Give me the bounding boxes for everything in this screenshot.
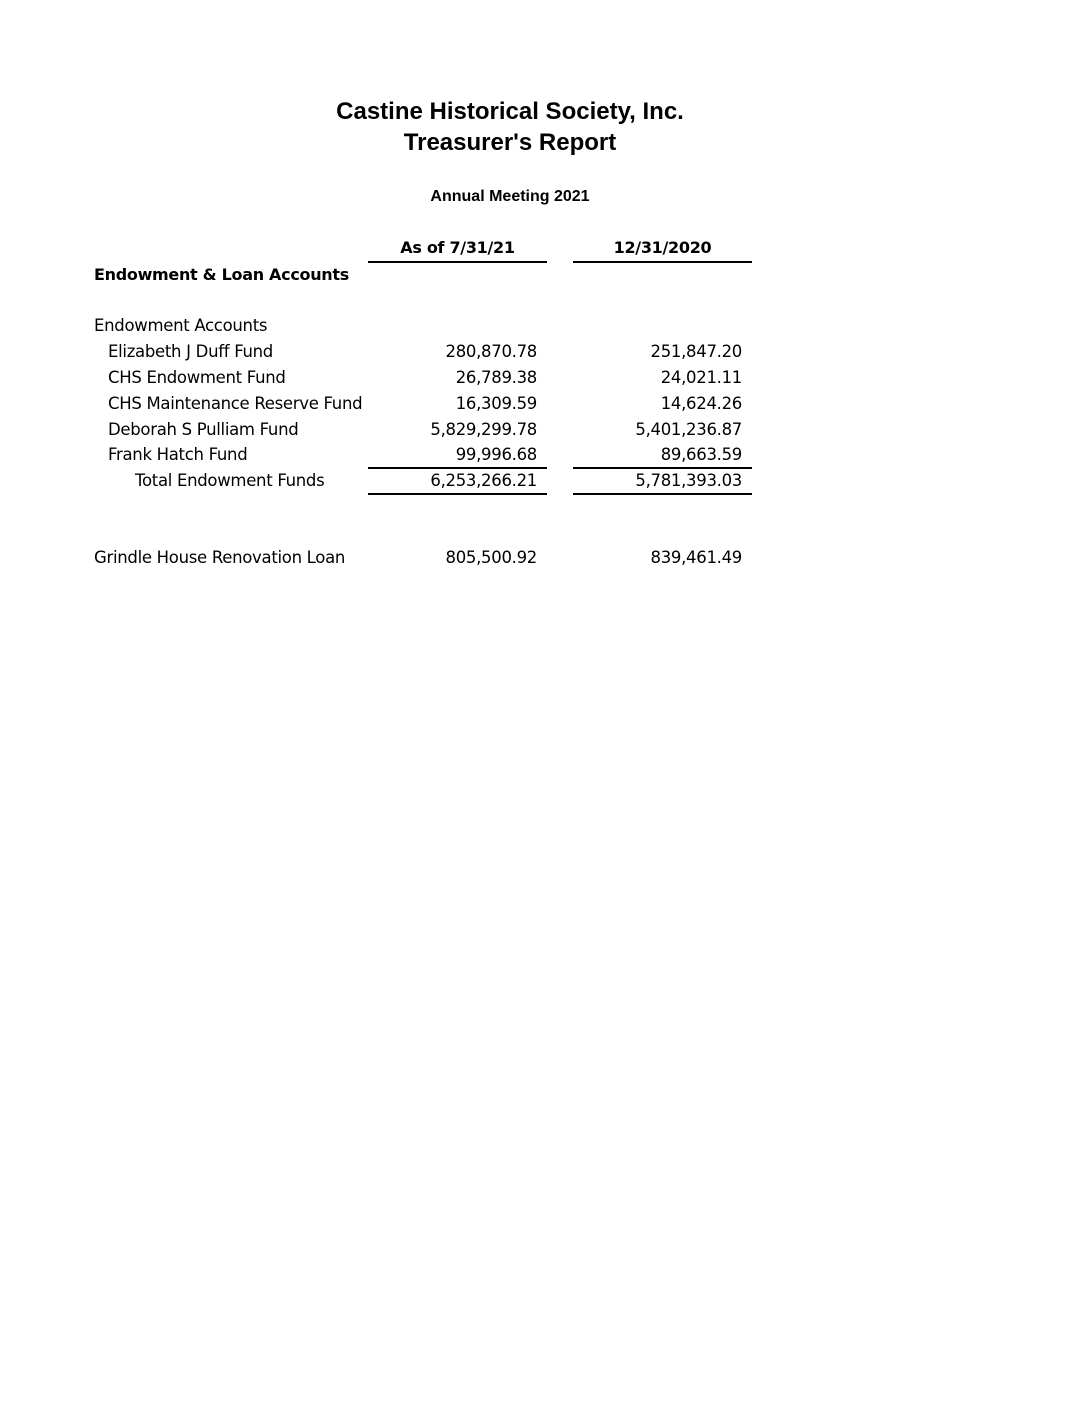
total-label: Total Endowment Funds xyxy=(135,471,325,490)
meeting-subtitle: Annual Meeting 2021 xyxy=(430,188,590,205)
total-rule-current xyxy=(368,493,547,495)
fund-row-prior: 14,624.26 xyxy=(660,394,742,413)
total-prior: 5,781,393.03 xyxy=(635,471,742,490)
fund-row-prior: 251,847.20 xyxy=(650,342,742,361)
organization-title: Castine Historical Society, Inc. xyxy=(336,98,684,125)
fund-row-current: 16,309.59 xyxy=(455,394,537,413)
fund-row-current: 280,870.78 xyxy=(445,342,537,361)
fund-row-prior: 5,401,236.87 xyxy=(635,420,742,439)
subtotal-rule-prior xyxy=(573,467,752,469)
total-rule-prior xyxy=(573,493,752,495)
fund-row-prior: 24,021.11 xyxy=(660,368,742,387)
loan-prior: 839,461.49 xyxy=(650,548,742,567)
loan-current: 805,500.92 xyxy=(445,548,537,567)
column-header-prior: 12/31/2020 xyxy=(573,238,752,263)
fund-row-current: 99,996.68 xyxy=(455,445,537,464)
fund-row-label: Deborah S Pulliam Fund xyxy=(108,420,299,439)
subtotal-rule-current xyxy=(368,467,547,469)
section-heading: Endowment & Loan Accounts xyxy=(94,265,349,284)
fund-row-prior: 89,663.59 xyxy=(660,445,742,464)
fund-row-label: Elizabeth J Duff Fund xyxy=(108,342,273,361)
fund-row-label: Frank Hatch Fund xyxy=(108,445,248,464)
fund-row-current: 5,829,299.78 xyxy=(430,420,537,439)
fund-row-current: 26,789.38 xyxy=(455,368,537,387)
fund-row-label: CHS Endowment Fund xyxy=(108,368,286,387)
loan-label: Grindle House Renovation Loan xyxy=(94,548,346,567)
fund-row-label: CHS Maintenance Reserve Fund xyxy=(108,394,363,413)
group-heading: Endowment Accounts xyxy=(94,316,268,335)
report-title: Treasurer's Report xyxy=(403,129,617,156)
total-current: 6,253,266.21 xyxy=(430,471,537,490)
column-header-current: As of 7/31/21 xyxy=(368,238,547,263)
